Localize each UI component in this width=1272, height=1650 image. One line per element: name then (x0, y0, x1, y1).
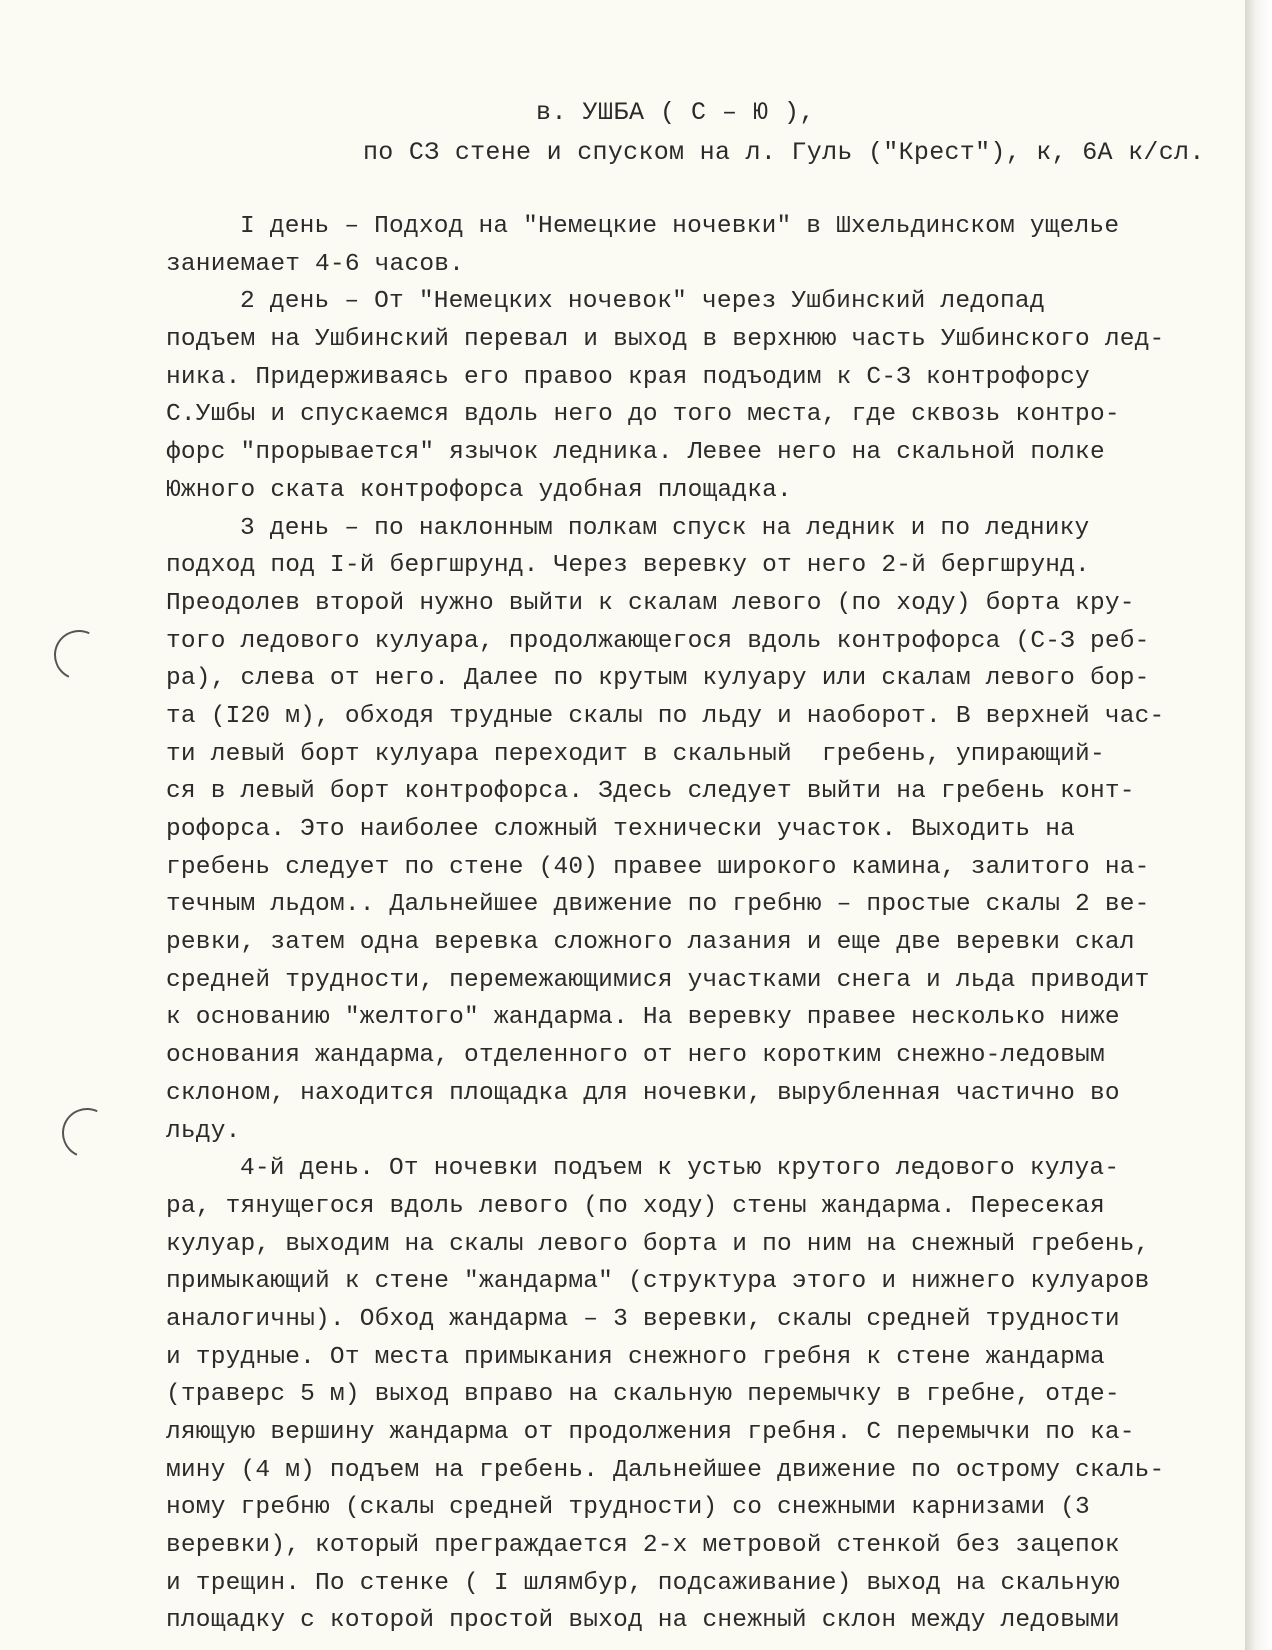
text-line: ному гребню (скалы средней трудности) со снежными карнизами (3 (166, 1494, 1090, 1522)
binder-hole-mark (47, 623, 111, 687)
text-line: I день – Подход на "Немецкие ночевки" в Шхельдинском ущелье (240, 213, 1120, 240)
text-line: ра), слева от него. Далее по крутым кулуару или скалам левого бор- (166, 665, 1150, 693)
text-line: ра, тянущегося вдоль левого (по ходу) стены жандарма. Пересекая (166, 1192, 1105, 1220)
text-line: мину (4 м) подъем на гребень. Дальнейшее движение по острому скаль- (166, 1456, 1165, 1484)
text-line: ти левый борт кулуара переходит в скальный гребень, упирающий- (166, 740, 1105, 768)
binder-hole-mark (55, 1101, 119, 1165)
text-line: примыкающий к стене "жандарма" (структура этого и нижнего кулуаров (166, 1268, 1150, 1296)
text-line: 2 день – От "Немецких ночевок" через Ушбинский ледопад (240, 288, 1045, 316)
text-line: течным льдом.. Дальнейшее движение по гребню – простые скалы 2 ве- (166, 891, 1150, 919)
text-line: заниемает 4-6 часов. (166, 250, 465, 278)
text-line: льду. (166, 1117, 241, 1145)
text-line: (траверс 5 м) выход вправо на скальную перемычку в гребне, отде- (166, 1381, 1120, 1409)
text-line: веревки), который преграждается 2-х метровой стенкой без зацепок (166, 1532, 1120, 1560)
text-line: 4-й день. От ночевки подъем к устью крутого ледового кулуа- (240, 1155, 1120, 1183)
text-line: кулуар, выходим на скалы левого борта и по ним на снежный гребень, (166, 1230, 1150, 1258)
paper-edge (1245, 0, 1272, 1650)
text-line: рофорса. Это наиболее сложный технически участок. Выходить на (166, 816, 1076, 843)
text-line: аналогичны). Обход жандарма – 3 веревки, скалы средней трудности (166, 1305, 1120, 1333)
text-line: ревки, затем одна веревка сложного лазания и еще две веревки скал (166, 929, 1135, 957)
text-line: склоном, находится площадка для ночевки, вырубленная частично во (166, 1079, 1120, 1107)
text-line: к основанию "желтого" жандарма. На веревку правее несколько ниже (166, 1004, 1120, 1032)
text-line: Южного ската контрофорса удобная площадка. (166, 476, 792, 504)
text-line: С.Ушбы и спускаемся вдоль него до того места, где сквозь контро- (166, 401, 1120, 429)
text-line: ника. Придерживаясь его правоо края подъодим к С-З контрофорсу (166, 363, 1090, 391)
text-line: форс "прорывается" язычок ледника. Левее него на скальной полке (166, 439, 1105, 467)
text-line: ляющую вершину жандарма от продолжения гребня. С перемычки по ка- (166, 1419, 1135, 1446)
text-line: подход под I-й бергшрунд. Через веревку от него 2-й бергшрунд. (166, 552, 1090, 580)
text-line: та (I20 м), обходя трудные скалы по льду и наоборот. В верхней час- (166, 702, 1165, 730)
text-line: Преодолев второй нужно выйти к скалам левого (по ходу) борта кру- (166, 589, 1135, 617)
document-subtitle: по СЗ стене и спуском на л. Гуль ("Крест"), к, 6А к/сл. (363, 138, 1205, 167)
text-line: основания жандарма, отделенного от него коротким снежно-ледовым (166, 1042, 1105, 1070)
text-line: ся в левый борт контрофорса. Здесь следует выйти на гребень конт- (166, 778, 1135, 806)
text-line: площадку с которой простой выход на снежный склон между ледовыми (166, 1607, 1120, 1635)
text-line: и трудные. От места примыкания снежного гребня к стене жандарма (166, 1343, 1105, 1371)
document-body (166, 208, 1216, 1640)
document-title: в. УШБА ( С – Ю ), (536, 98, 816, 127)
text-line: гребень следует по стене (40) правее широкого камина, залитого на- (166, 853, 1150, 881)
text-line: и трещин. По стенке ( I шлямбур, подсаживание) выход на скальную (166, 1569, 1120, 1597)
text-line: средней трудности, перемежающимися участками снега и льда приводит (166, 966, 1150, 994)
text-line: 3 день – по наклонным полкам спуск на ледник и по леднику (240, 514, 1090, 542)
text-line: подъем на Ушбинский перевал и выход в верхнюю часть Ушбинского лед- (166, 326, 1165, 354)
text-line: того ледового кулуара, продолжающегося вдоль контрофорса (С-З реб- (166, 627, 1150, 655)
